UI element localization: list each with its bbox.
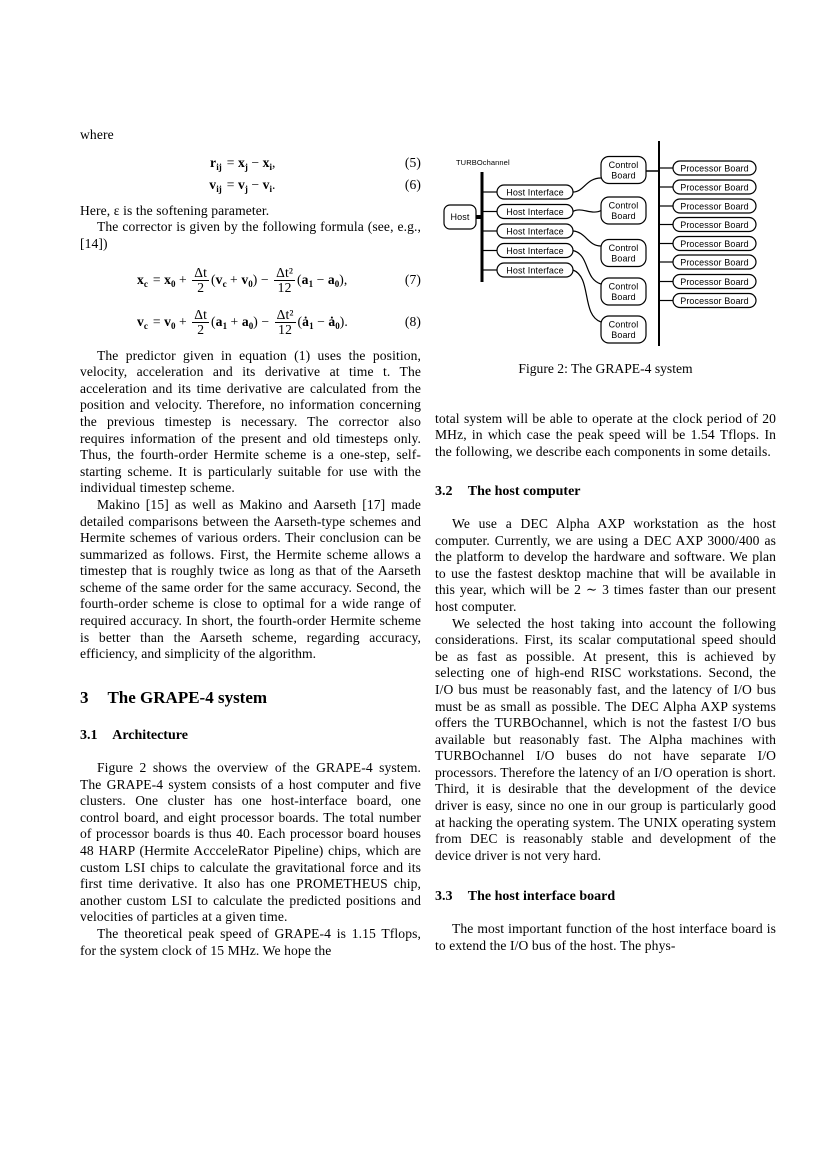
host-interface-label: Host Interface <box>506 207 564 217</box>
corrector-paragraph: The corrector is given by the following formula (see, e.g., [14]) <box>80 219 421 251</box>
section-3-3-title: The host interface board <box>467 889 616 905</box>
eq8-number: (8) <box>404 314 421 330</box>
hi-cb-connector <box>573 210 601 212</box>
section-3-heading <box>80 687 421 707</box>
eq8-lhs: $v_c$ <box>136 314 148 332</box>
host-interface-label: Host Interface <box>506 246 564 256</box>
eq7-rhs: = $x_0$ + $\frac{\Delta t}{2}$ $(v_c + v_0)$ − $\frac{\text{Δt²}}{12}$ $(a_1 - a_0)$, <box>152 264 348 296</box>
host-computer-paragraph-2: We selected the host taking into account the following considerations. First, its scalar computational speed should be as fast as possible. At present, this is achieved by selecting one of high-end RISC workstations. Second, the I/O bus must be reasonably fast, and the latency of I/O bus must be as small as possible. The DEC Alpha AXP systems offers the TURBOchannel, which is not the fastest I/O bus available but reasonably fast. The Alpha machines with TURBOchannel I/O buses do not have separate I/O processors. Therefore the latency of an I/O operation is short. Third, it is desirable that the development of the device driver is easy, since no one in our group is particularly good at hacking the operating system. The UNIX operating system from DEC is reasonably stable and development of the device driver is not very hard. <box>435 615 776 863</box>
left-column <box>80 127 421 959</box>
host-computer-paragraph-1: We use a DEC Alpha AXP workstation as the host computer. Currently, we are using a DEC AXP 3000/400 as the platform to develop the hardware and software. We plan to use the fastest desktop machine that will be available in this year, which will be 2 ∼ 3 times faster than our present host computer. <box>435 515 776 614</box>
control-board-label: Control <box>608 243 639 253</box>
processor-board-label: Processor Board <box>680 201 749 212</box>
peak-speed-paragraph: The theoretical peak speed of GRAPE-4 is 1.15 Tflops, for the system clock of 15 MHz. We hope the <box>80 925 421 958</box>
host-interface-label: Host Interface <box>506 226 564 237</box>
section-3-number: 3 <box>80 687 89 707</box>
eq7-number: (7) <box>404 272 421 288</box>
architecture-paragraph: Figure 2 shows the overview of the GRAPE-4 system. The GRAPE-4 system consists of a host computer and five clusters. One cluster has one host-interface board, one control board, and eight processor boards. The total number of processor boards is thus 40. Each processor board houses 48 HARP (Hermite AccceleRator Pipeline) chips, which are custom LSI chips to calculate the gravitational force and its first time derivative. It also has one PROMETHEUS chip, another custom LSI to calculate the predicted positions and velocities of particles at a given time. <box>80 760 421 925</box>
section-3-2-heading <box>435 484 776 501</box>
makino-paragraph: Makino [15] as well as Makino and Aarseth [17] made detailed comparisons between the Aarseth-type schemes and Hermite schemes of various orders. Their conclusion can be summarized as follows. First, the Hermite scheme allows a timestep that is roughly twice as long as that of the Aarseth scheme of the same order for the same accuracy. Second, the fourth-order scheme is close to optimal for a wide range of required accuracy. In short, the fourth-order Hermite scheme is better than the Aarseth scheme, regarding accuracy, efficiency, and simplicity of the algorithm. <box>80 496 421 662</box>
turbochannel-label: TURBOchannel <box>456 158 510 167</box>
eq5-lhs: $r_{ij}$ <box>210 154 222 172</box>
hi-cb-connector <box>573 231 601 246</box>
figure-caption: Figure 2: The GRAPE-4 system <box>518 361 693 376</box>
eq6-number: (6) <box>404 177 421 193</box>
eq5-rhs: = $x_j - x_i$, <box>226 154 276 172</box>
control-board-label: Control <box>608 319 639 330</box>
control-board-label: Control <box>608 200 639 211</box>
section-3-1-heading <box>80 728 421 745</box>
host-interface-paragraph: The most important function of the host interface board is to extend the I/O bus of the host. The phys- <box>435 921 776 953</box>
section-3-2-title: The host computer <box>467 484 581 500</box>
processor-board-label: Processor Board <box>680 257 749 268</box>
processor-board-label: Processor Board <box>680 239 749 249</box>
hi-cb-connector <box>573 270 601 322</box>
eq6-lhs: $v_{ij}$ <box>209 177 222 195</box>
softening-paragraph: Here, ε is the softening parameter. <box>80 202 270 218</box>
processor-board-label: Processor Board <box>680 163 749 174</box>
section-3-3-number: 3.3 <box>435 889 453 905</box>
right-column <box>435 140 776 954</box>
section-3-1-title: Architecture <box>112 728 188 744</box>
host-interface-label: Host Interface <box>506 265 564 276</box>
total-system-paragraph: total system will be able to operate at the clock period of 20 MHz, in which case the peak speed will be 1.54 Tflops. In the following, we describe each components in some details. <box>435 410 776 459</box>
section-3-1-number: 3.1 <box>80 728 98 744</box>
eq6-rhs: = $v_j - v_i$. <box>226 177 276 195</box>
control-board-label: Board <box>611 211 636 221</box>
eq8-rhs: = $v_0$ + $\frac{\Delta t}{2}$ $(a_1 + a_0)$ − $\frac{\text{Δt²}}{12}$ ($ȧ_1$ − $ȧ_0$). <box>152 306 348 338</box>
section-3-title: The GRAPE-4 system <box>107 687 268 707</box>
eq5-number: (5) <box>404 154 421 170</box>
figure-2-diagram <box>435 140 775 348</box>
processor-board-label: Processor Board <box>680 220 749 230</box>
equations-7-8 <box>80 266 421 338</box>
equations-5-6 <box>80 155 421 194</box>
control-board-label: Board <box>611 330 636 340</box>
section-3-2-number: 3.2 <box>435 484 453 500</box>
predictor-paragraph: The predictor given in equation (1) uses the position, velocity, acceleration and its derivative at time t. The acceleration and its time derivative are calculated from the position and velocity. Therefore, no information concerning the previous timestep is necessary. The corrector also requires information of the present and old timesteps only. Thus, the fourth-order Hermite scheme is a one-step, self-starting scheme. It is particularly suitable for use with the individual timestep scheme. <box>80 347 421 496</box>
control-board-label: Control <box>608 281 639 292</box>
hi-cb-connector <box>573 178 601 192</box>
hi-cb-connector <box>573 251 601 285</box>
control-board-label: Board <box>611 170 636 181</box>
eq7-lhs: $x_c$ <box>136 272 148 290</box>
processor-board-label: Processor Board <box>680 296 749 306</box>
host-interface-label: Host Interface <box>506 187 564 198</box>
grape4-system-diagram <box>435 140 775 348</box>
processor-board-label: Processor Board <box>680 277 749 287</box>
where-label: where <box>80 127 114 142</box>
processor-board-label: Processor Board <box>680 182 749 193</box>
section-3-3-heading <box>435 889 776 906</box>
host-label: Host <box>450 212 470 222</box>
control-board-label: Board <box>611 292 636 302</box>
control-board-label: Board <box>611 253 636 264</box>
control-board-label: Control <box>608 160 639 170</box>
